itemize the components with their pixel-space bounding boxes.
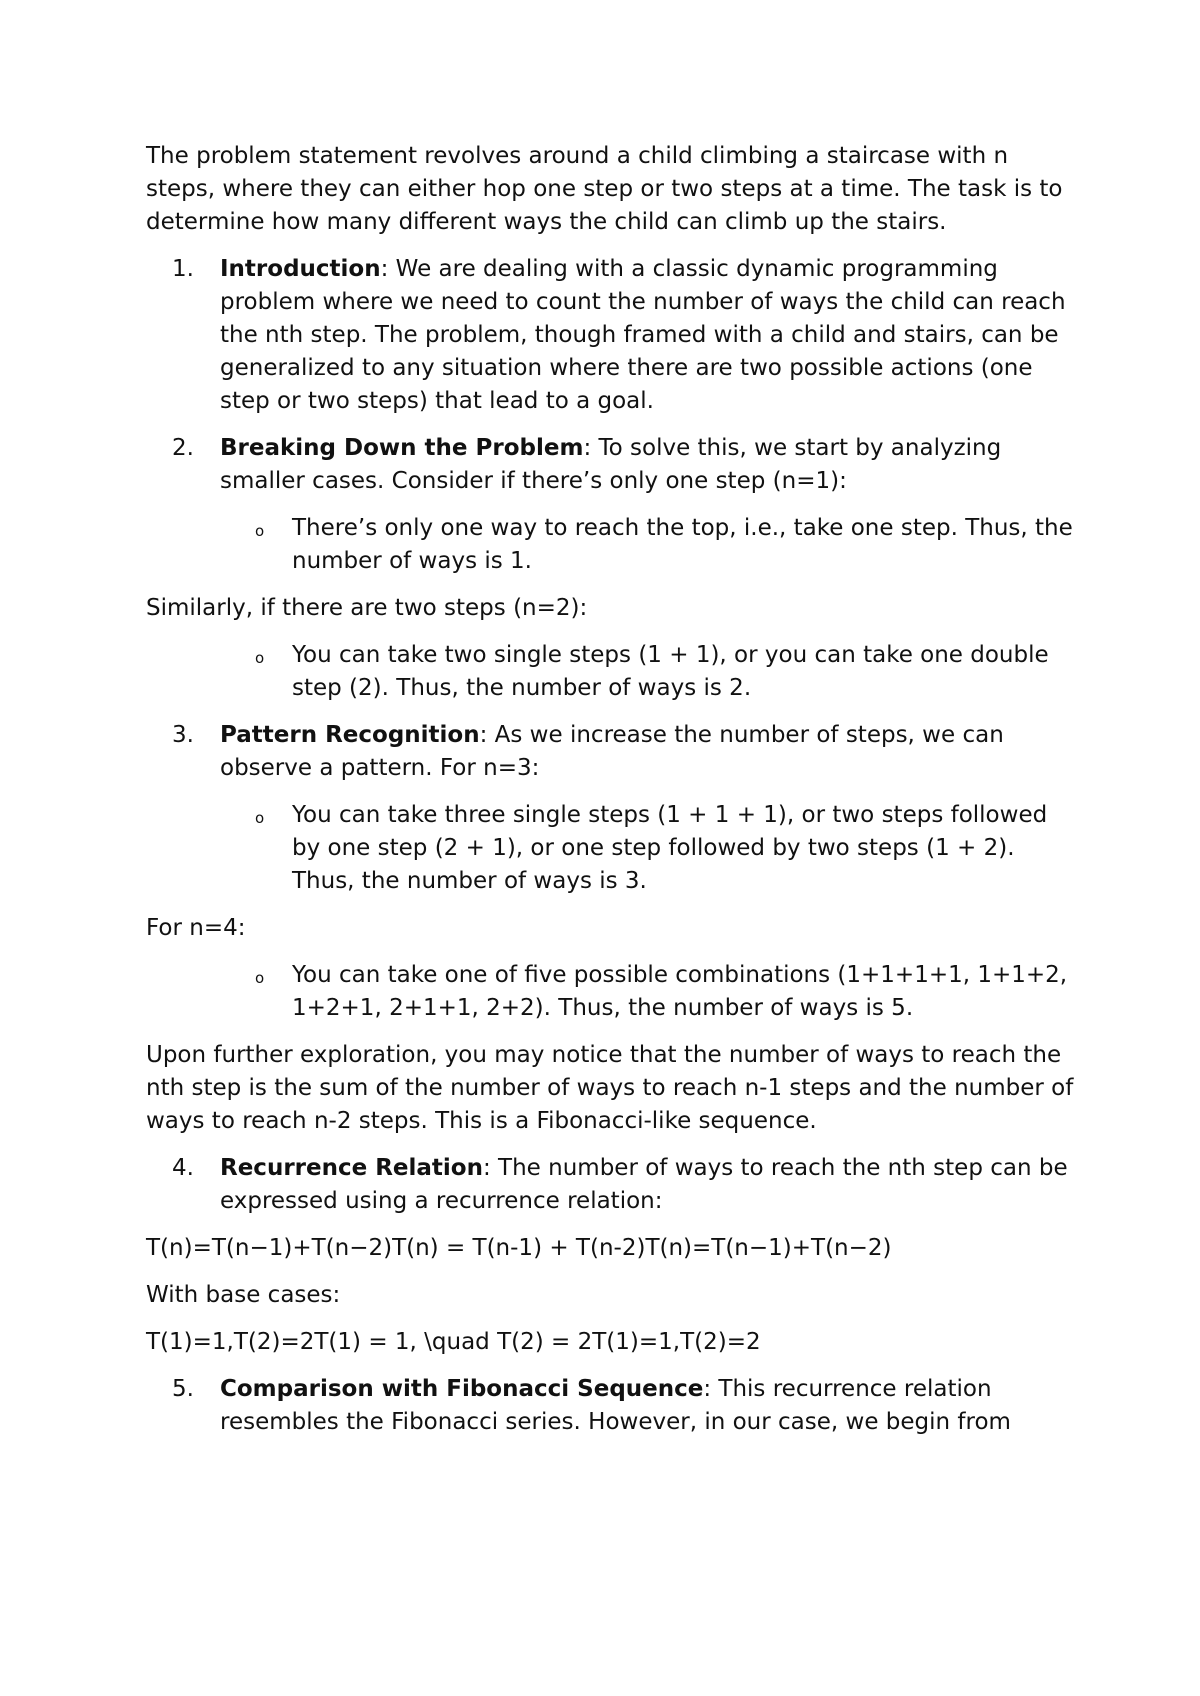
- upon-paragraph: Upon further exploration, you may notice that the number of ways to reach the nth step is the sum of the number of ways to reach n-1 steps and the number of ways to reach n-2 steps. This is a Fibonacci-like sequence.: [146, 1042, 1074, 1134]
- list-item-introduction: [146, 253, 1076, 418]
- bullet-icon: o: [255, 969, 265, 987]
- list-number: 1.: [172, 256, 194, 282]
- sub-item-text: You can take three single steps (1 + 1 + 1), or two steps followed by one step (2 + 1), or one step followed by two steps (1 + 2). Thus, the number of ways is 3.: [292, 802, 1048, 894]
- list-item-breaking-down: [146, 432, 1076, 498]
- sub-item-text: You can take one of five possible combinations (1+1+1+1, 1+1+2, 1+2+1, 2+1+1, 2+2). Thus, the number of ways is 5.: [292, 962, 1068, 1021]
- base-cases-label: With base cases:: [146, 1282, 341, 1308]
- item-title: Recurrence Relation: [220, 1155, 483, 1181]
- item-title: Breaking Down the Problem: [220, 435, 584, 461]
- item-title: Comparison with Fibonacci Sequence: [220, 1376, 704, 1402]
- item-title: Pattern Recognition: [220, 722, 480, 748]
- list-item-pattern-recognition: [146, 719, 1076, 785]
- list-number: 2.: [172, 435, 194, 461]
- sub-item-n1: [146, 512, 1076, 578]
- for-n4-paragraph: For n=4:: [146, 915, 246, 941]
- list-number: 3.: [172, 722, 194, 748]
- intro-paragraph: The problem statement revolves around a child climbing a staircase with n steps, where they can either hop one step or two steps at a time. The task is to determine how many different ways the child can climb up the stairs.: [146, 143, 1063, 235]
- document-page: [146, 140, 1076, 1453]
- item-text: : The number of ways to reach the nth step can be expressed using a recurrence relation:: [220, 1155, 1068, 1214]
- similarly-paragraph: Similarly, if there are two steps (n=2):: [146, 595, 588, 621]
- bullet-icon: o: [255, 522, 265, 540]
- sub-item-n2: [146, 639, 1076, 705]
- sub-item-n4: [146, 959, 1076, 1025]
- sub-item-text: You can take two single steps (1 + 1), or you can take one double step (2). Thus, the number of ways is 2.: [292, 642, 1049, 701]
- list-item-recurrence: [146, 1152, 1076, 1218]
- sub-item-text: There’s only one way to reach the top, i.e., take one step. Thus, the number of ways is 1.: [292, 515, 1073, 574]
- item-text: : This recurrence relation resembles the Fibonacci series. However, in our case, we begin from: [220, 1376, 1011, 1435]
- list-item-fibonacci-comparison: [146, 1373, 1076, 1439]
- bullet-icon: o: [255, 649, 265, 667]
- item-text: : To solve this, we start by analyzing smaller cases. Consider if there’s only one step (n=1):: [220, 435, 1002, 494]
- list-number: 4.: [172, 1155, 194, 1181]
- list-number: 5.: [172, 1376, 194, 1402]
- item-text: : We are dealing with a classic dynamic programming problem where we need to count the number of ways the child can reach the nth step. The problem, though framed with a child and stairs, can be generalized to any situation where there are two possible actions (one step or two steps) that lead to a goal.: [220, 256, 1066, 414]
- item-text: : As we increase the number of steps, we can observe a pattern. For n=3:: [220, 722, 1004, 781]
- sub-item-n3: [146, 799, 1076, 898]
- base-cases-formula: T(1)=1,T(2)=2T(1) = 1, \quad T(2) = 2T(1)=1,T(2)=2: [146, 1329, 761, 1355]
- recurrence-formula: T(n)=T(n−1)+T(n−2)T(n) = T(n-1) + T(n-2)T(n)=T(n−1)+T(n−2): [146, 1235, 892, 1261]
- bullet-icon: o: [255, 809, 265, 827]
- item-title: Introduction: [220, 256, 381, 282]
